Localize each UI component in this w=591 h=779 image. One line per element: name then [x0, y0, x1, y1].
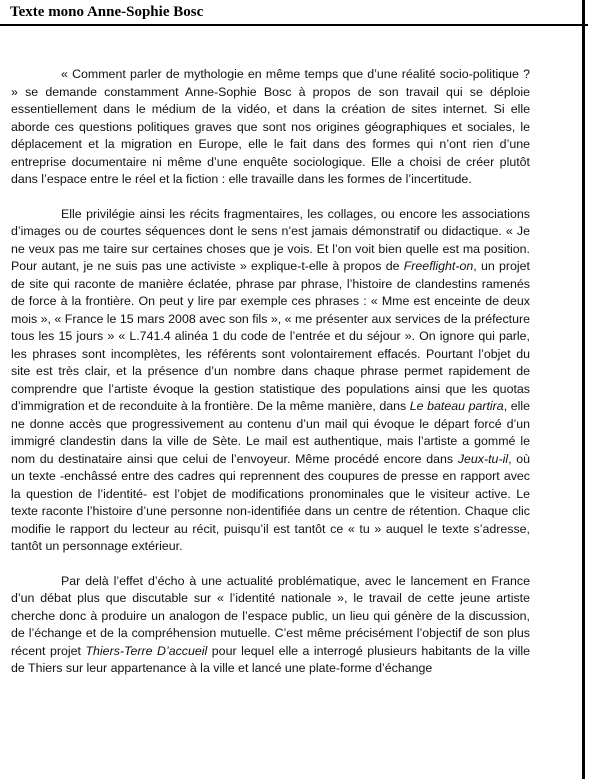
paragraph [11, 66, 530, 189]
document-title: Texte mono Anne-Sophie Bosc [10, 4, 204, 20]
italic-title-text: Thiers-Terre D’accueil [85, 643, 208, 658]
paragraph-text: , elle ne donne accès que progressivement au contenu d’un mail qui évoque le départ forcé d’un immigré clandestin dans la ville de Sète. Le mail est authentique, mais l’artiste a gommé le nom du destinataire ainsi que celui de l’envoyeur. Même procédé encore dans [11, 399, 530, 466]
italic-title-text: Le bateau partira [409, 399, 504, 413]
paragraph [11, 573, 530, 678]
paragraph [11, 206, 530, 556]
paragraph-text: , où un texte -enchâssé entre des cadres qui reprennent des coupures de presse en rapport avec la question de l’identité- est l’objet de modifications pronominales que le visiteur active. Le texte raconte l’histoire d’une personne non-identifiée dans un centre de rétention. Chaque clic modifie le rapport du lecteur au récit, puisqu’il est tantôt ce « tu » auquel le texte s’adresse, tantôt un personnage extérieur. [11, 451, 530, 553]
document-body [11, 66, 530, 695]
paragraph-text: pour lequel elle a interrogé plusieurs habitants de la ville de Thiers sur leur appartenance à la ville et lancé une plate-forme d’échange [11, 643, 531, 675]
paragraph-text: « Comment parler de mythologie en même temps que d’une réalité socio-politique ? » se demande constamment Anne-Sophie Bosc à propos de son travail qui se déploie essentiellement dans le médium de la vidéo, et dans la création de sites internet. Si elle aborde ces questions politiques graves que sont nos origines géographiques et sociales, le déplacement et la migration en Europe, elle le fait dans des formes qui n’ont rien d’une entreprise documentaire ni même d’une enquête sociologique. Elle a choisi de créer plutôt dans l’espace entre le réel et la fiction : elle travaille dans les formes de l’incertitude. [11, 67, 530, 186]
italic-title-text: Jeux-tu-il [457, 451, 509, 466]
paragraph-text: Elle privilégie ainsi les récits fragmentaires, les collages, ou encore les associations d’images ou de courtes séquences dont le sens n’est jamais démonstratif ou didactique. « Je ne veux pas me taire sur certaines choses que je vois. Et l’on voit bien quelle est ma position. Pour autant, je ne suis pas une activiste » explique-t-elle à propos de [11, 206, 530, 273]
paragraph-text: Par delà l’effet d’écho à une actualité problématique, avec le lancement en France d’un débat plus que discutable sur « l’identité nationale », le travail de cette jeune artiste cherche donc à produire un analogon de l’espace public, un lieu qui génère de la discussion, de l’échange et de la compréhension mutuelle. C’est même précisément l’objectif de son plus récent projet [11, 573, 530, 658]
title-bar [0, 0, 588, 26]
paragraph-text: , un projet de site qui raconte de manière éclatée, phrase par phrase, l’histoire de clandestins ramenés de force à la frontière. On peut y lire par exemple ces phrases : « Mme est enceinte de deux mois », « France le 15 mars 2008 avec son fils », « me présenter aux services de la préfecture tous les 15 jours » « L.741.4 alinéa 1 du code de l’entrée et du séjour ». On ignore qui parle, les phrases sont incomplètes, les référents sont volontairement effacés. Pourtant l’objet du site est très clair, et la présence d’un nombre dans chaque phrase permet rapidement de comprendre que l’artiste évoque la gestion statistique des populations ainsi que les quotas d’immigration et de reconduite à la frontière. De la même manière, dans [11, 259, 530, 413]
italic-title-text: Freeflight-on [403, 259, 474, 273]
